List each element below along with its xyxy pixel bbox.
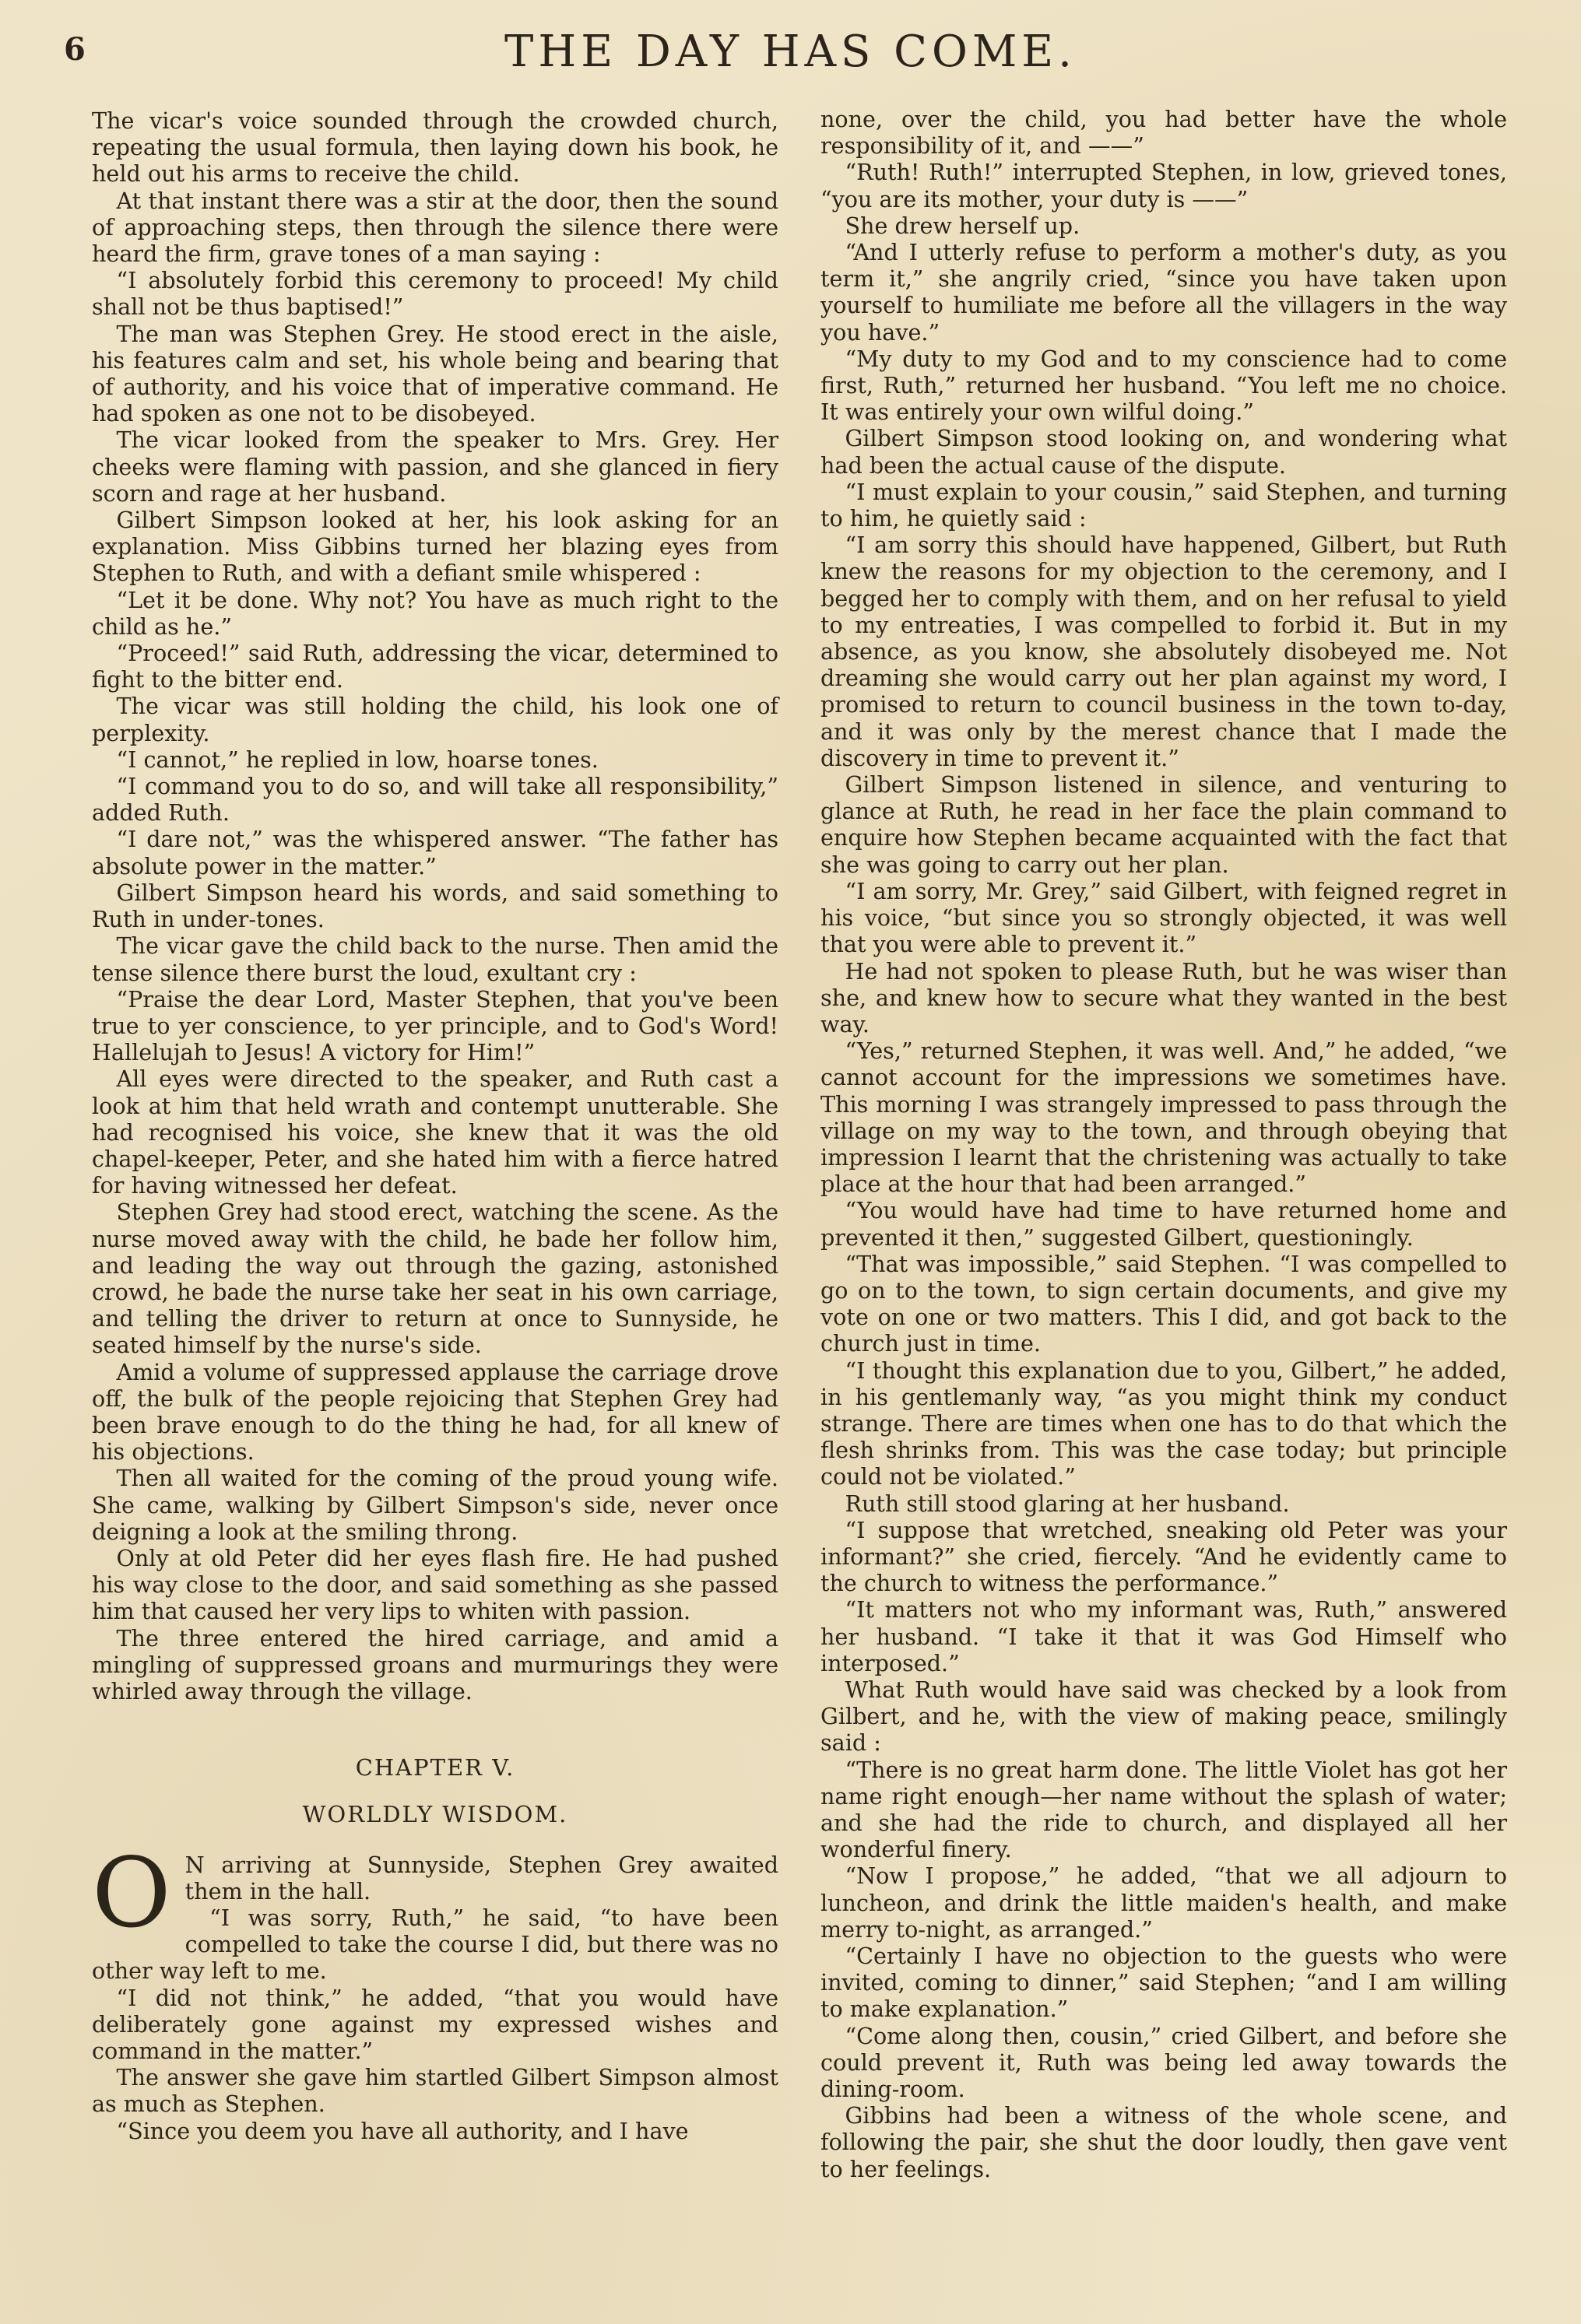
running-title: THE DAY HAS COME.: [504, 26, 1077, 77]
paragraph: “My duty to my God and to my conscience had to come first, Ruth,” returned her husband. “You left me no choice. It was entirely your own wilful doing.”: [820, 345, 1507, 426]
paragraph: “There is no great harm done. The little Violet has got her name right enough—her name without the splash of water; and she had the ride to church, and displayed all her wonderful finery.: [820, 1756, 1507, 1863]
paragraph: Amid a volume of suppressed applause the carriage drove off, the bulk of the people rejoicing that Stephen Grey had been brave enough to do the thing he had, for all knew of his objections.: [92, 1358, 778, 1466]
paragraph: “Let it be done. Why not? You have as much right to the child as he.”: [92, 586, 778, 640]
paragraph: The three entered the hired carriage, and amid a mingling of suppressed groans and murmurings they were whirled away through the village.: [92, 1624, 778, 1704]
paragraph: Gibbins had been a witness of the whole scene, and following the pair, she shut the door loudly, then gave vent to her feelings.: [820, 2102, 1507, 2182]
paragraph: “You would have had time to have returned home and prevented it then,” suggested Gilbert, questioningly.: [820, 1197, 1507, 1251]
paragraph: “Now I propose,” he added, “that we all adjourn to luncheon, and drink the little maiden's health, and make merry to-night, as arranged.”: [820, 1862, 1507, 1943]
left-column: [92, 107, 778, 2144]
paragraph: “I must explain to your cousin,” said Stephen, and turning to him, he quietly said :: [820, 478, 1507, 532]
paragraph: “I command you to do so, and will take all responsibility,” added Ruth.: [92, 773, 778, 827]
paragraph: Only at old Peter did her eyes flash fire. He had pushed his way close to the door, and said something as she passed him that caused her very lips to whiten with passion.: [92, 1544, 778, 1625]
paragraph: At that instant there was a stir at the door, then the sound of approaching steps, then through the silence there were heard the firm, grave tones of a man saying :: [92, 187, 778, 268]
right-paragraphs: [820, 106, 1507, 2182]
paragraph: “I suppose that wretched, sneaking old Peter was your informant?” she cried, fiercely. “And he evidently came to the church to witness the performance.”: [820, 1516, 1507, 1597]
paragraph: “I did not think,” he added, “that you would have deliberately gone against my expressed wishes and command in the matter.”: [92, 1984, 778, 2065]
paragraph: The vicar looked from the speaker to Mrs. Grey. Her cheeks were flaming with passion, and she glanced in fiery scorn and rage at her husband.: [92, 427, 778, 507]
paragraph: Then all waited for the coming of the proud young wife. She came, walking by Gilbert Simpson's side, never once deigning a look at the smiling throng.: [92, 1465, 778, 1545]
chapter-title: WORLDLY WISDOM.: [302, 1801, 568, 1828]
paragraph: “Yes,” returned Stephen, it was well. And,” he added, “we cannot account for the impressions we sometimes have. This morning I was strangely impressed to pass through the village on my way to the town, and through obeying that impression I learnt that the christening was actually to take place at the hour that had been arranged.”: [820, 1037, 1507, 1198]
paragraph: “Praise the dear Lord, Master Stephen, that you've been true to yer conscience, to yer principle, and to God's Word! Hallelujah to Jesus! A victory for Him!”: [92, 985, 778, 1066]
paragraph: “Certainly I have no objection to the guests who were invited, coming to dinner,” said Stephen; “and I am willing to make explanation.”: [820, 1943, 1507, 2023]
paragraph: Ruth still stood glaring at her husband.: [845, 1490, 1290, 1517]
paragraph: “And I utterly refuse to perform a mother's duty, as you term it,” she angrily cried, “since you have taken upon yourself to humiliate me before all the villagers in the way you have.”: [820, 239, 1507, 346]
paragraph: “I thought this explanation due to you, Gilbert,” he added, in his gentlemanly way, “as you might think my conduct strange. There are times when one has to do that which the flesh shrinks from. This was the case today; but principle could not be violated.”: [820, 1357, 1507, 1490]
paragraph: The vicar gave the child back to the nurse. Then amid the tense silence there burst the loud, exultant cry :: [92, 932, 778, 986]
paragraph: The vicar's voice sounded through the crowded church, repeating the usual formula, then laying down his book, he held out his arms to receive the child.: [92, 107, 778, 188]
paragraph: All eyes were directed to the speaker, and Ruth cast a look at him that held wrath and contempt unutterable. She had recognised his voice, she knew that it was the old chapel-keeper, Peter, and she hated him with a fierce hatred for having witnessed her defeat.: [92, 1065, 778, 1199]
dropcap-letter: O: [92, 1837, 171, 1950]
paragraph: “It matters not who my informant was, Ruth,” answered her husband. “I take it that it was God Himself who interposed.”: [820, 1596, 1507, 1676]
paragraph: “Proceed!” said Ruth, addressing the vicar, determined to fight to the bitter end.: [92, 640, 778, 693]
left-paragraphs-before: [92, 107, 778, 1704]
paragraph: “I am sorry, Mr. Grey,” said Gilbert, with feigned regret in his voice, “but since you so strongly objected, it was well that you were able to prevent it.”: [820, 877, 1507, 958]
paragraph: “Since you deem you have all authority, and I have: [116, 2117, 689, 2144]
paragraph: “Ruth! Ruth!” interrupted Stephen, in low, grieved tones, “you are its mother, your duty is ——”: [820, 159, 1507, 212]
paragraph: “I cannot,” he replied in low, hoarse tones.: [116, 746, 599, 773]
paragraph: Gilbert Simpson looked at her, his look asking for an explanation. Miss Gibbins turned her blazing eyes from Stephen to Ruth, and with a defiant smile whispered :: [92, 507, 778, 587]
paragraph: The vicar was still holding the child, his look one of perplexity.: [92, 693, 778, 746]
paragraph: “I dare not,” was the whispered answer. “The father has absolute power in the matter.”: [92, 826, 778, 879]
left-paragraphs-after: [92, 1904, 778, 2144]
paragraph: “That was impossible,” said Stephen. “I was compelled to go on to the town, to sign certain documents, and give my vote on one or two matters. This I did, and got back to the church just in time.: [820, 1250, 1507, 1357]
paragraph: “I was sorry, Ruth,” he said, “to have been compelled to take the course I did, but there was no other way left to me.: [92, 1904, 778, 1985]
paragraph: He had not spoken to please Ruth, but he was wiser than she, and knew how to secure what they wanted in the best way.: [820, 957, 1507, 1037]
paragraph: She drew herself up.: [845, 212, 1080, 239]
paragraph: none, over the child, you had better have the whole responsibility of it, and ——”: [820, 106, 1507, 160]
chapter-number: CHAPTER V.: [355, 1754, 515, 1782]
right-column: [820, 106, 1507, 2182]
paragraph: What Ruth would have said was checked by a look from Gilbert, and he, with the view of making peace, smilingly said :: [820, 1676, 1507, 1757]
paragraph: “I absolutely forbid this ceremony to proceed! My child shall not be thus baptised!”: [92, 267, 778, 321]
paragraph: The man was Stephen Grey. He stood erect in the aisle, his features calm and set, his whole being and bearing that of authority, and his voice that of imperative command. He had spoken as one not to be disobeyed.: [92, 320, 778, 427]
paragraph: Stephen Grey had stood erect, watching the scene. As the nurse moved away with the child, he bade her follow him, and leading the way out through the gazing, astonished crowd, he bade the nurse take her seat in his own carriage, and telling the driver to return at once to Sunnyside, he seated himself by the nurse's side.: [92, 1199, 778, 1359]
paragraph: Gilbert Simpson listened in silence, and venturing to glance at Ruth, he read in her face the plain command to enquire how Stephen became acquainted with the fact that she was going to carry out her plan.: [820, 771, 1507, 878]
paragraph: The answer she gave him startled Gilbert Simpson almost as much as Stephen.: [92, 2064, 778, 2118]
chapter-opening-text: N arriving at Sunnyside, Stephen Grey awaited them in the hall.: [184, 1851, 778, 1904]
paragraph: Gilbert Simpson heard his words, and said something to Ruth in under-tones.: [92, 879, 778, 933]
paragraph: “Come along then, cousin,” cried Gilbert, and before she could prevent it, Ruth was being led away towards the dining-room.: [820, 2022, 1507, 2103]
page-number: 6: [64, 31, 86, 68]
paragraph: Gilbert Simpson stood looking on, and wondering what had been the actual cause of the dispute.: [820, 425, 1507, 479]
paragraph: “I am sorry this should have happened, Gilbert, but Ruth knew the reasons for my objection to the ceremony, and I begged her to comply with them, and on her refusal to yield to my entreaties, I was compelled to forbid it. But in my absence, as you know, she absolutely disobeyed me. Not dreaming she would carry out her plan against my word, I promised to return to council business in the town to-day, and it was only by the merest chance that I made the discovery in time to prevent it.”: [820, 532, 1507, 771]
